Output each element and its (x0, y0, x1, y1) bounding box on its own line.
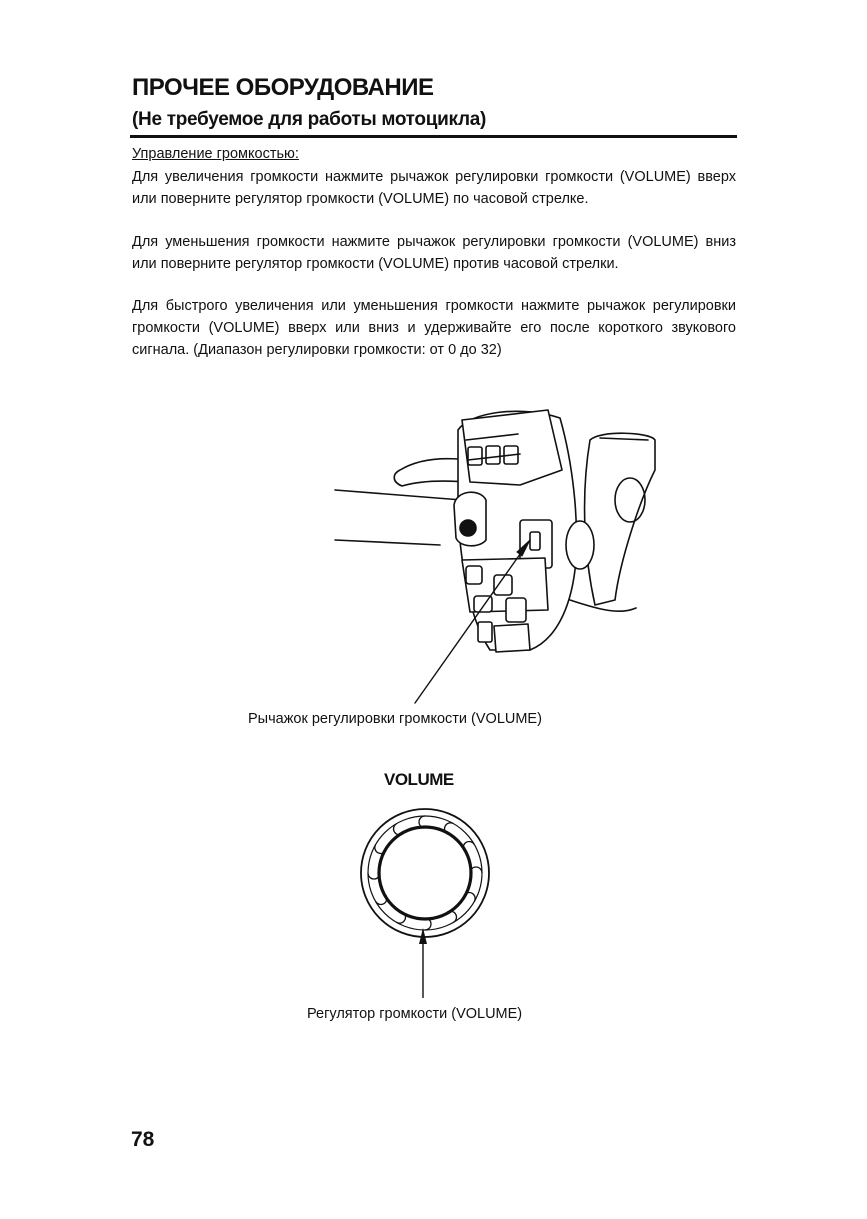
section-heading: Управление громкостью: (132, 146, 299, 162)
page-number: 78 (131, 1128, 155, 1151)
volume-knob (361, 809, 489, 937)
paragraph-volume-down: Для уменьшения громкости нажмите рычажок регулировки громкости (VOLUME) вниз или поверните регулятор громкости (VOLUME) против часовой стрелки. (132, 234, 736, 272)
lever-caption: Рычажок регулировки громкости (VOLUME) (248, 711, 542, 727)
knob-label: VOLUME (384, 770, 454, 789)
paragraph-volume-fast: Для быстрого увеличения или уменьшения громкости нажмите рычажок регулировки громкости (VOLUME) вверх или вниз и удерживайте его после короткого звукового сигнала. (Диапазон регулировки громкости: от 0 до 32) (132, 298, 736, 358)
paragraph-volume-up: Для увеличения громкости нажмите рычажок регулировки громкости (VOLUME) вверх или поверните регулятор громкости (VOLUME) по часовой стрелке. (132, 169, 736, 207)
knob-caption: Регулятор громкости (VOLUME) (307, 1006, 523, 1022)
page-title: ПРОЧЕЕ ОБОРУДОВАНИЕ (132, 74, 434, 101)
page-subtitle: (Не требуемое для работы мотоцикла) (132, 109, 487, 130)
